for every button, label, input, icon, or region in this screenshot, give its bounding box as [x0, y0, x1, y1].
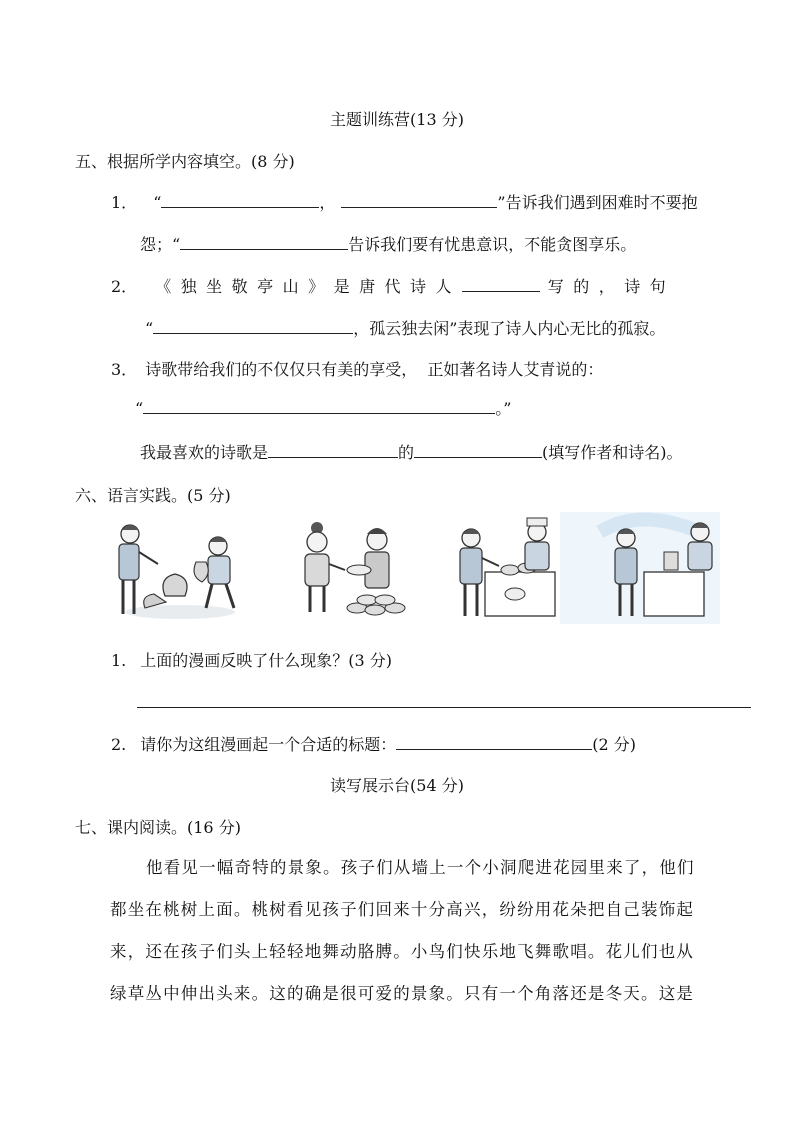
- comic-panel-child-counting-coins-icon: [295, 512, 415, 624]
- q6-item-1: 1. 上面的漫画反映了什么现象？(3 分): [111, 651, 393, 670]
- section-title-read-write: 读写展示台(54 分): [330, 776, 464, 795]
- q5-item-3-favorite: 我最喜欢的诗歌是 的 (填写作者和诗名)。: [140, 443, 683, 462]
- answer-blank[interactable]: [341, 191, 497, 208]
- answer-blank[interactable]: [153, 317, 353, 334]
- answer-blank[interactable]: [180, 233, 348, 250]
- q5-item-1-continued: 怨；“ 告诉我们要有忧患意识，不能贪图享乐。: [140, 235, 637, 254]
- question-5-heading: 五、根据所学内容填空。(8 分): [75, 152, 295, 171]
- answer-blank[interactable]: [161, 191, 319, 208]
- answer-blank[interactable]: [268, 441, 398, 458]
- section-title-theme-camp: 主题训练营(13 分): [330, 110, 464, 129]
- question-7-heading: 七、课内阅读。(16 分): [75, 818, 241, 837]
- passage-line: 都坐在桃树上面。桃树看见孩子们回来十分高兴，纷纷用花朵把自己装饰起: [110, 900, 695, 919]
- answer-blank[interactable]: [414, 441, 542, 458]
- passage-line: 他看见一幅奇特的景象。孩子们从墙上一个小洞爬进花园里来了，他们: [146, 858, 695, 877]
- q6-item-2: 2. 请你为这组漫画起一个合适的标题： (2 分): [111, 735, 637, 754]
- q5-item-2-continued: “ ，孤云独去闲”表现了诗人内心无比的孤寂。: [145, 319, 666, 338]
- item-number: 1．: [111, 193, 138, 212]
- answer-blank[interactable]: [462, 275, 540, 292]
- answer-blank[interactable]: [143, 397, 495, 414]
- passage-line: 来，还在孩子们头上轻轻地舞动胳膊。小鸟们快乐地飞舞歌唱。花儿们也从: [110, 942, 695, 961]
- passage-line: 绿草丛中伸出头来。这的确是很可爱的景象。只有一个角落还是冬天。这是: [110, 984, 695, 1003]
- q5-item-3-quote: “ 。”: [135, 399, 512, 418]
- q5-item-1: 1． “ ， ”告诉我们遇到困难时不要抱: [111, 193, 698, 212]
- q5-item-2: 2． 《 独 坐 敬 亭 山 》 是 唐 代 诗 人 写 的 ， 诗 句: [111, 277, 668, 296]
- answer-blank[interactable]: [396, 733, 592, 750]
- question-6-heading: 六、语言实践。(5 分): [75, 486, 231, 505]
- q5-item-3: 3． 诗歌带给我们的不仅仅只有美的享受， 正如著名诗人艾青说的：: [111, 360, 604, 379]
- answer-line[interactable]: [137, 707, 751, 708]
- comic-panel-broken-pots-icon: [110, 512, 250, 624]
- comic-panel-shop-phone-pay-icon: [560, 512, 720, 624]
